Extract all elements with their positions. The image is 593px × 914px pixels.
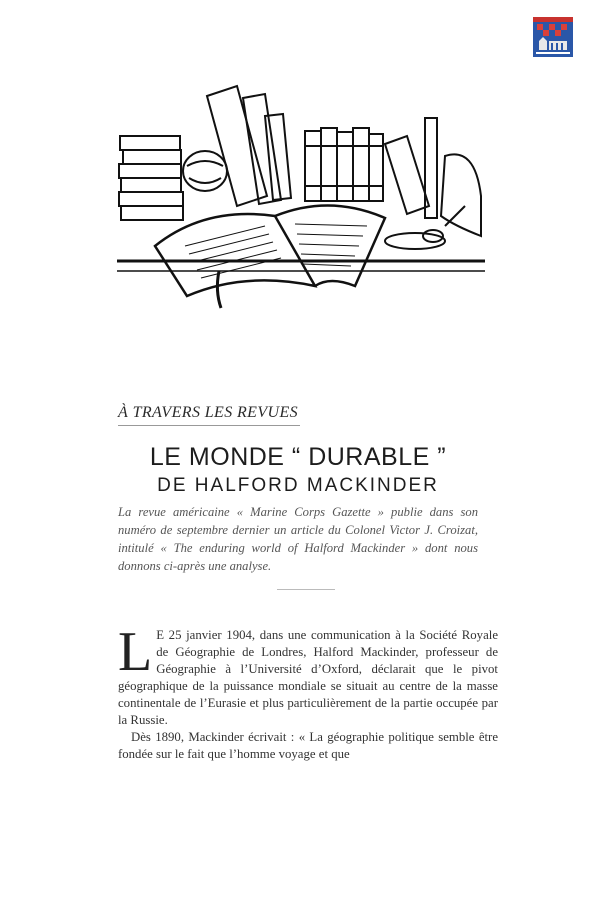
paragraph-2: Dès 1890, Mackinder écrivait : « La géographie politique semble être fondée sur le fait que l’homme voyage et que (118, 730, 498, 761)
section-label (118, 404, 478, 426)
article-body (118, 621, 498, 763)
section-underline (118, 425, 300, 426)
drop-cap: L (118, 621, 153, 683)
section-divider (277, 589, 335, 590)
section-label-text: À TRAVERS LES REVUES (118, 404, 299, 421)
institution-logo-icon (533, 17, 573, 57)
paragraph-1 (118, 621, 498, 729)
article-intro: La revue américaine « Marine Corps Gazette » publie dans son numéro de septembre dernier un article du Colonel Victor J. Croizat, intitulé « The enduring world of Halford Mackinder » dont nous donnons ci-après une analyse. (118, 505, 478, 573)
article-title-line-2: DE HALFORD MACKINDER (157, 475, 439, 496)
books-engraving-illustration (115, 76, 487, 312)
article-title-line-1: LE MONDE “ DURABLE ” (149, 443, 447, 471)
paragraph-1-text: E 25 janvier 1904, dans une communication à la Société Royale de Géographie de Londres, Halford Mackinder, professeur de Géographie à l’Université d’Oxford, déclarait que le pivot géographique de la puissance mondiale se situait au centre de la masse continentale de l’Eurasie et plus particulièrement de la partie occupée par la Russie. (118, 628, 498, 727)
